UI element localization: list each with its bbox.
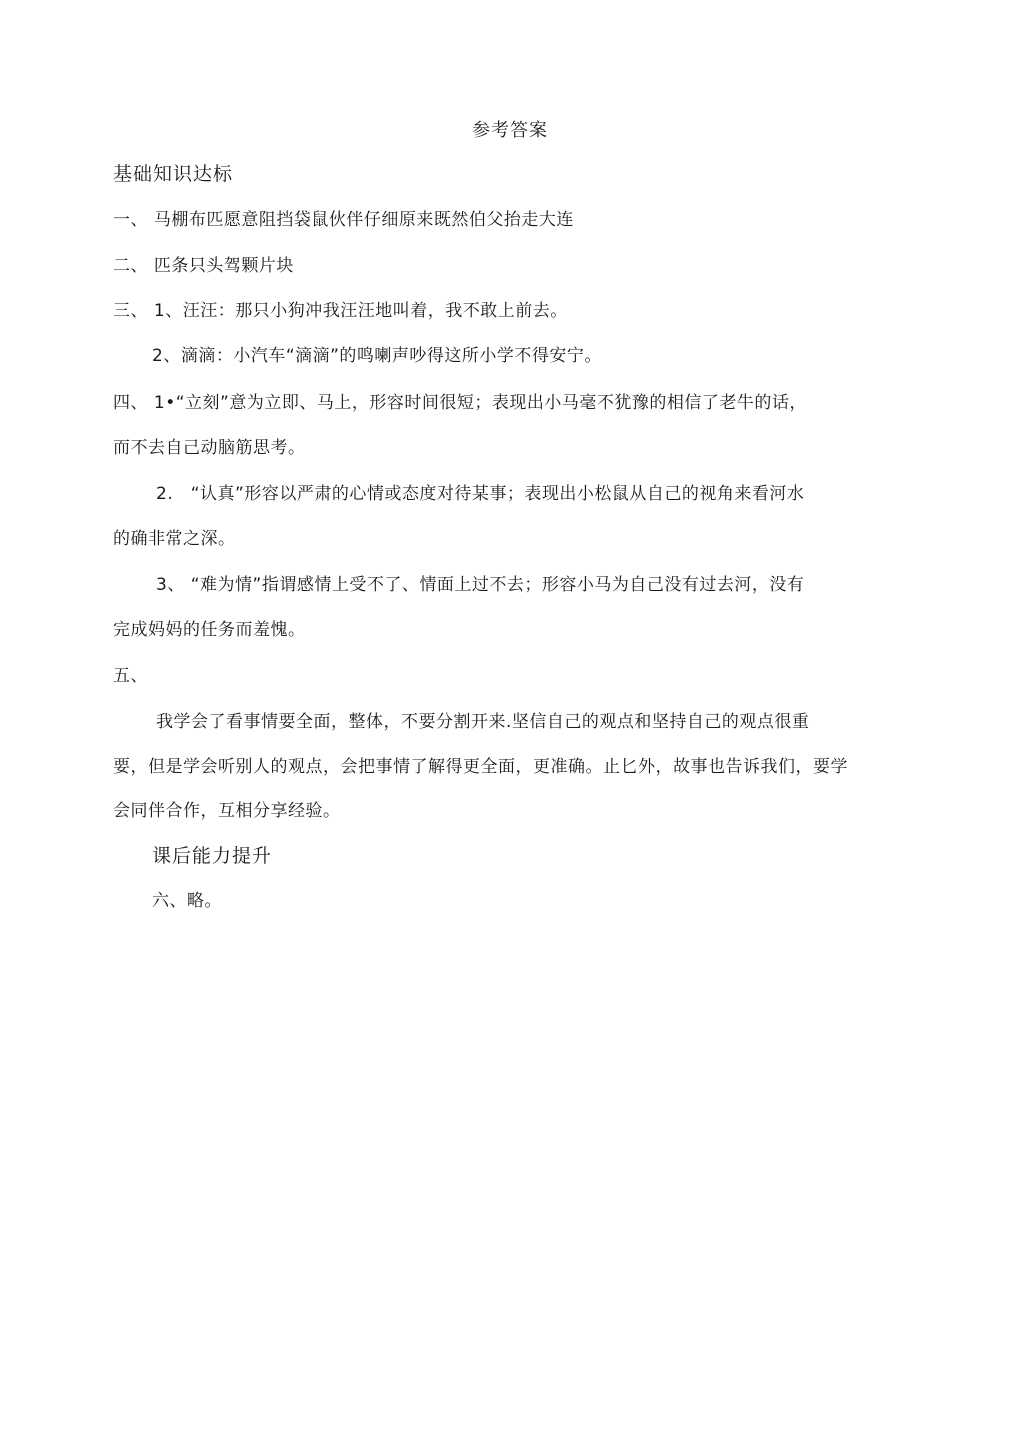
answer-line: 二、 匹条只头驾颗片块 (113, 256, 294, 276)
answer-line: 而不去自己动脑筋思考。 (113, 438, 306, 458)
answer-line: 五、 (113, 666, 148, 686)
page-title: 参考答案 (472, 120, 548, 141)
answer-line: 要，但是学会听别人的观点，会把事情了解得更全面，更准确。止匕外，故事也告诉我们，要学 (113, 757, 848, 777)
answer-line: 的确非常之深。 (113, 529, 236, 549)
answer-line: 完成妈妈的任务而羞愧。 (113, 620, 306, 640)
answer-line: 3、 “难为情”指谓感情上受不了、情面上过不去；形容小马为自己没有过去河，没有 (156, 575, 805, 595)
answer-line: 会同伴合作，互相分享经验。 (113, 801, 341, 821)
answer-line: 我学会了看事情要全面，整体，不要分割开来.坚信自己的观点和坚持自己的观点很重 (156, 712, 810, 732)
answer-line: 三、 1、汪汪：那只小狗冲我汪汪地叫着，我不敢上前去。 (113, 301, 568, 321)
answer-line: 一、 马棚布匹愿意阻挡袋鼠伙伴仔细原来既然伯父抬走大连 (113, 210, 574, 230)
answer-line: 2、滴滴：小汽车“滴滴”的鸣喇声吵得这所小学不得安宁。 (152, 346, 602, 366)
section-heading-advanced: 课后能力提升 (152, 845, 273, 867)
answer-line: 六、略。 (152, 891, 222, 911)
answer-line: 四、 1•“立刻”意为立即、马上，形容时间很短；表现出小马毫不犹豫的相信了老牛的话， (113, 393, 807, 413)
answer-line: 2. “认真”形容以严肃的心情或态度对待某事；表现出小松鼠从自己的视角来看河水 (156, 484, 805, 504)
section-heading-basic: 基础知识达标 (113, 163, 234, 185)
